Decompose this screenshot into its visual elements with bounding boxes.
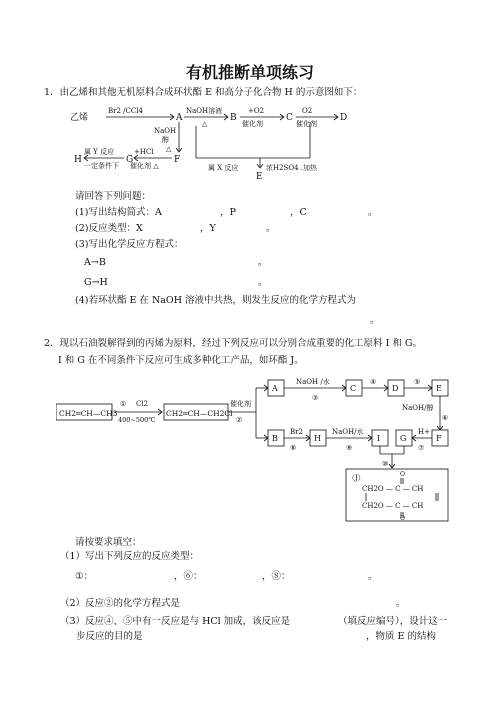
q1-reagent-6b: 催化剂 △: [130, 162, 159, 170]
q1-reagent-9: 浓H2SO4 .加热: [266, 164, 317, 172]
q2-node-propylene: CH2═CH—CH3: [59, 409, 118, 418]
q1-part1: (1)写出结构简式：A: [75, 207, 162, 218]
q1-reagent-5b: 醇: [162, 136, 169, 144]
q1-reaction-diagram: [70, 102, 370, 180]
q2-node-b: B: [272, 434, 278, 443]
q1-reagent-2: NaOH溶液: [186, 107, 223, 115]
q1-part2-y: ，Y: [200, 223, 216, 234]
q1-reagent-2-heat: △: [202, 120, 208, 128]
q1-reagent-4-cat: 催化剂: [296, 120, 317, 128]
q1-part1-end: 。: [368, 207, 378, 218]
q2-step10-num: ⑩: [382, 460, 389, 468]
q1-reagent-7b: 一定条件下: [84, 162, 119, 170]
q2-part1-c: ，⑧：: [262, 571, 291, 582]
q2-step6-num: ⑥: [442, 414, 449, 422]
q2-part3-line2b: ，物质 E 的结构: [366, 631, 436, 642]
q1-node-ethylene: 乙烯: [70, 113, 89, 123]
q2-step8-num: ⑧: [290, 444, 297, 452]
q2-node-a: A: [272, 384, 278, 393]
q2-step9-num: ⑨: [346, 444, 353, 452]
q2-part3-line1b: （填反应编号），设计这一: [338, 616, 448, 627]
q2-part1: （1）写出下列反应的反应类型：: [60, 551, 200, 562]
q2-node-i: I: [377, 434, 381, 443]
q1-part3-ab: A→B: [84, 257, 106, 268]
q1-reagent-3-cat: 催化剂: [242, 120, 263, 128]
q2-step6-reagent: NaOH/醇: [402, 404, 434, 412]
q2-node-j-label: （J）: [348, 474, 365, 482]
q2-step3-reagent: NaOH /水: [296, 378, 330, 386]
page-title: 有机推断单项练习: [185, 63, 314, 82]
q2-stem-line2: I 和 G 在不同条件下反应可生成多种化工产品，如环酯 J。: [58, 355, 304, 366]
q1-part3-gh-end: 。: [258, 277, 268, 288]
q2-part1-b: ，⑥：: [174, 571, 203, 582]
q2-step1-reagent: Cl2: [136, 400, 149, 408]
q1-node-c: C: [286, 113, 293, 123]
q2-part3-line2: 步反应的目的是: [76, 631, 143, 642]
q1-part4-end: 。: [370, 315, 380, 326]
q2-node-allyl-chloride: CH2═CH—CH2Cl: [166, 409, 233, 418]
q1-reagent-8: 属 X 反应: [208, 164, 239, 172]
q2-j-row2: CH2O — C — CH: [362, 502, 424, 510]
q1-node-h: H: [74, 155, 82, 165]
q2-step2-reagent: 催化剂: [230, 400, 251, 408]
q1-reagent-7a: 属 Y 反应: [84, 148, 115, 156]
q2-step1-cond: 400~500℃: [118, 416, 156, 424]
q2-node-f: F: [436, 434, 442, 443]
q2-reaction-diagram: [56, 376, 460, 522]
q1-reagent-6a: +HCl: [134, 148, 154, 156]
q2-node-h: H: [314, 434, 321, 443]
q2-step2-num: ②: [236, 416, 243, 424]
q1-stem: 1．由乙烯和其他无机原料合成环状酯 E 和高分子化合物 H 的示意图如下：: [44, 87, 363, 98]
q2-part2-end: 。: [396, 598, 406, 609]
q2-stem-line1: 2．现以石油裂解得到的丙烯为原料，经过下列反应可以分别合成重要的化工原料 I 和 G。: [44, 338, 422, 349]
q2-step3-num: ③: [312, 394, 319, 402]
q1-reagent-3: +O2: [248, 107, 265, 115]
q1-part4: (4)若环状酯 E 在 NaOH 溶液中共热，则发生反应的化学方程式为: [75, 295, 357, 306]
q1-node-a: A: [176, 113, 183, 123]
q1-node-d: D: [340, 113, 348, 123]
q2-part1-a: ①：: [75, 571, 94, 582]
q1-part3: (3)写出化学反应方程式：: [75, 239, 184, 250]
q1-part3-ab-end: 。: [258, 257, 268, 268]
q2-step1-num: ①: [120, 400, 127, 408]
q1-part1-p: ，P: [220, 207, 236, 218]
q2-part3-line1: （3）反应④、⑤中有一反应是与 HCl 加成，该反应是: [60, 616, 291, 627]
q2-ask: 请按要求填空：: [75, 537, 142, 548]
q1-part2-end: 。: [266, 223, 276, 234]
q1-part3-gh: G→H: [84, 277, 108, 288]
q1-node-b: B: [230, 113, 237, 123]
q1-node-f: F: [174, 155, 181, 165]
q2-step8-reagent: Br2: [290, 428, 303, 436]
q2-j-row1: CH2O — C — CH: [362, 485, 424, 493]
q1-ask: 请回答下列问题：: [75, 191, 152, 202]
q2-node-d: D: [392, 384, 399, 393]
q1-reagent-5a: NaOH: [154, 127, 177, 135]
q2-part1-end: 。: [368, 571, 378, 582]
q1-reagent-4: O2: [302, 107, 313, 115]
q1-node-e: E: [256, 172, 263, 180]
q1-reagent-1: Br2 /CCl4: [108, 107, 143, 115]
q2-step5-num: ⑤: [414, 378, 421, 386]
q2-step7-num: ⑦: [418, 444, 425, 452]
q1-node-g: G: [126, 155, 134, 165]
q1-part2: (2)反应类型：X: [75, 223, 143, 234]
q2-part2: （2）反应②的化学方程式是: [60, 598, 181, 609]
q2-node-e: E: [436, 384, 442, 393]
q2-node-c: C: [350, 384, 357, 393]
q2-j-oxygen-bottom: O: [400, 515, 405, 522]
q1-part1-c: ，C: [290, 207, 307, 218]
q2-step7-reagent: H+: [418, 428, 430, 436]
q2-j-oxygen-top: O: [400, 471, 405, 478]
q1-reagent-5c: △: [166, 145, 172, 153]
q2-node-g: G: [400, 434, 407, 443]
q2-step4-num: ④: [370, 378, 377, 386]
q2-step9-reagent: NaOH/水: [332, 428, 364, 436]
